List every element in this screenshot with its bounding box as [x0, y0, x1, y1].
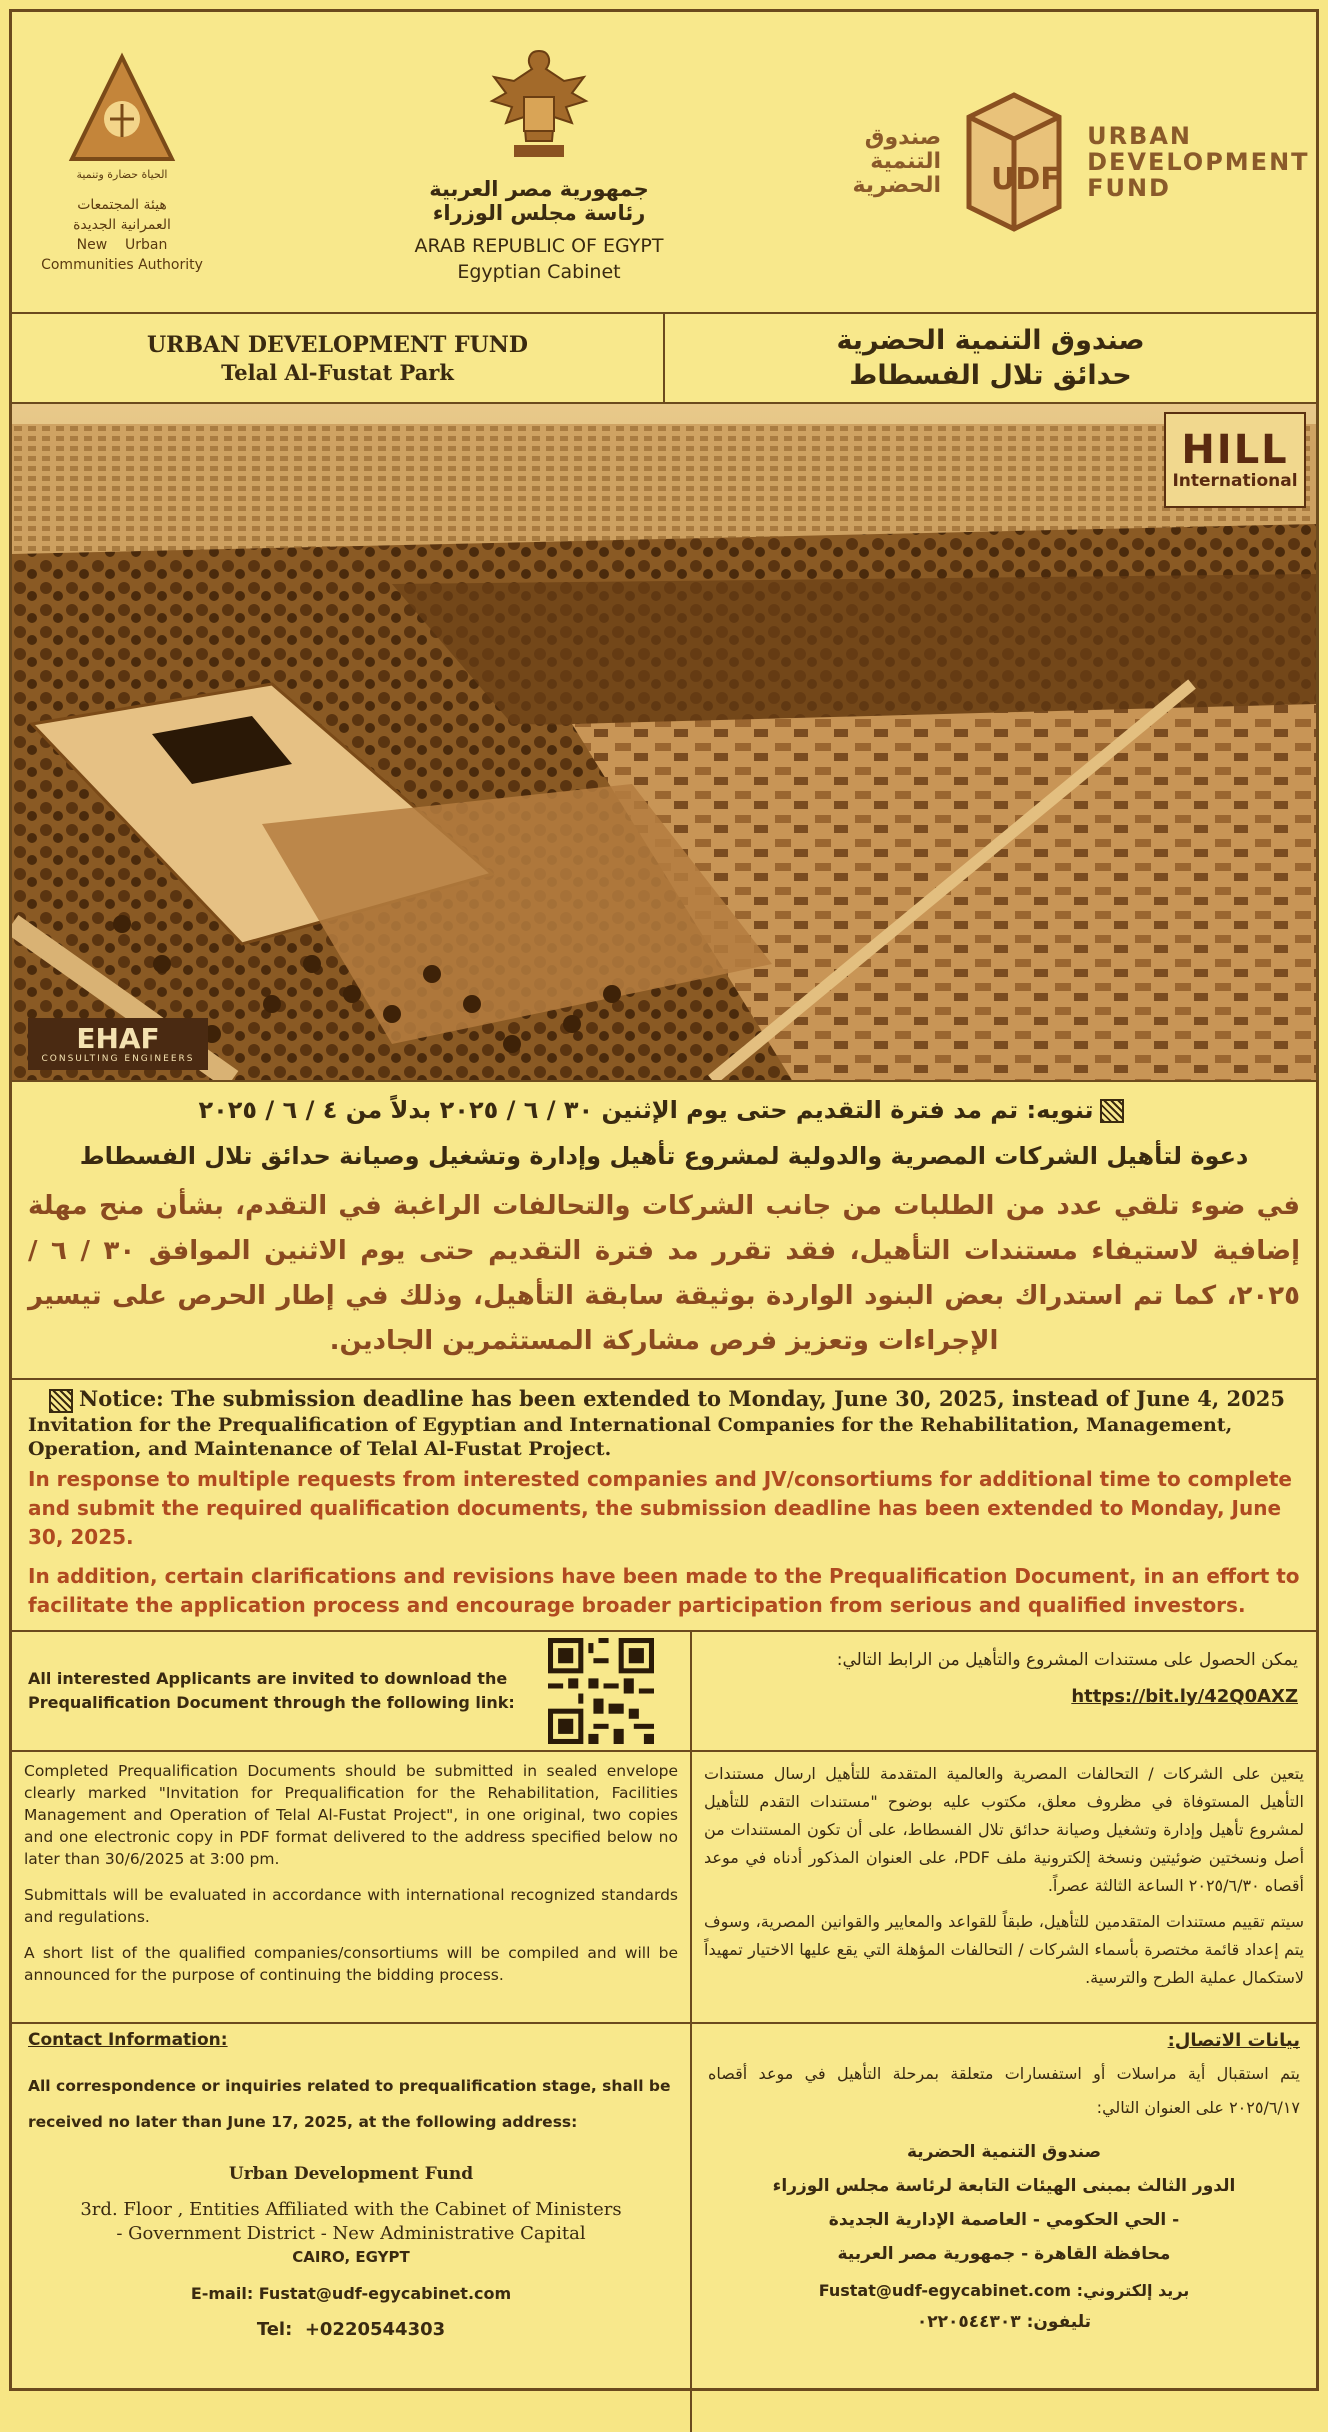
submission-row: [12, 1750, 1316, 2022]
download-en: [12, 1632, 692, 1750]
notice-ar-headline-row: [28, 1096, 1300, 1124]
egypt-emblem-block: [232, 12, 846, 312]
contact-ar-addr1: الدور الثالث بمبنى الهيئات التابعة لرئاسة مجلس الوزراء: [772, 2175, 1236, 2196]
notice-en-headline-row: [28, 1386, 1300, 1413]
notice-en: [12, 1378, 1316, 1630]
notice-ar: [12, 1082, 1316, 1364]
contact-en-tel: Tel: +0220544303: [256, 2318, 446, 2340]
udf-logo-ar: [852, 126, 941, 198]
contact-en: [12, 2024, 692, 2432]
contact-en-email[interactable]: E-mail: Fustat@udf-egycabinet.com: [190, 2283, 512, 2303]
advertisement-page: [9, 9, 1319, 2391]
header: [12, 12, 1316, 314]
contact-ar-body: يتم استقبال أية مراسلات أو استفسارات متعلقة بمرحلة التأهيل في موعد أقصاه ٢٠٢٥/٦/١٧ على العنوان التالي:: [708, 2063, 1300, 2117]
hill-international-logo: [1164, 412, 1306, 508]
hatched-box-icon: [49, 1389, 73, 1413]
nuca-logo-block: [12, 12, 232, 312]
udf-logo-ar-2: التنمية: [870, 149, 942, 174]
cabinet-name-en: Egyptian Cabinet: [457, 261, 621, 283]
contact-ar-heading: بيانات الاتصال:: [1167, 2029, 1300, 2051]
udf-logo-en: [1087, 123, 1309, 201]
nuca-name-en-1: New Urban: [76, 237, 168, 253]
hill-logo-sub: International: [1172, 471, 1298, 491]
eagle-emblem-icon: [484, 41, 594, 171]
notice-en-headline: Notice: The submission deadline has been extended to Monday, June 30, 2025, instead of June 4, 2025: [79, 1386, 1285, 1411]
udf-logo-block: [846, 12, 1316, 312]
contact-ar-email-row: [708, 2281, 1300, 2300]
contact-en-city: CAIRO, EGYPT: [292, 2247, 410, 2266]
notice-en-title: Invitation for the Prequalification of Egyptian and International Companies for the Rehabilitation, Management, Operation, and Maintenance of Telal Al-Fustat Project.: [28, 1413, 1233, 1460]
udf-logo-en-3: FUND: [1087, 174, 1171, 202]
title-ar: [665, 314, 1316, 402]
submission-ar-para2: سيتم تقييم مستندات المتقدمين للتأهيل، طبقاً للقواعد والمعايير والقوانين المصرية، وسوف يتم إعداد قائمة مختصرة بأسماء الشركات / التحالفات المؤهلة التي يقع عليها الاختيار تمهيداً لاستكمال عملية الطرح والترسية.: [704, 1911, 1304, 1987]
hill-logo-word: HILL: [1181, 427, 1289, 473]
contact-ar-tel: تليفون: ٠٢٢٠٥٤٤٣٠٣: [916, 2311, 1092, 2332]
udf-cube-icon: [959, 87, 1069, 237]
notice-en-para1: In response to multiple requests from interested companies and JV/consortiums for additional time to complete and submit the required qualification documents, the submission deadline has been extended to Monday, June 30, 2025.: [28, 1466, 1292, 1549]
submission-ar: [692, 1752, 1316, 2022]
title-ar-sub: حدائق تلال الفسطاط: [849, 360, 1132, 391]
udf-logo: [852, 87, 1309, 237]
contact-row: [12, 2022, 1316, 2432]
download-ar-text: يمكن الحصول على مستندات المشروع والتأهيل من الرابط التالي:: [836, 1649, 1298, 1670]
ehaf-logo-word: EHAF: [76, 1022, 160, 1055]
contact-ar-address: [708, 2135, 1300, 2271]
hatched-box-icon: [1100, 1099, 1124, 1123]
contact-en-heading: Contact Information:: [28, 2029, 228, 2050]
title-en-main: URBAN DEVELOPMENT FUND: [146, 331, 528, 358]
title-en-sub: Telal Al-Fustat Park: [221, 359, 454, 385]
contact-en-address: [28, 2164, 674, 2340]
submission-en-para2: Submittals will be evaluated in accordance with international recognized standards and regulations.: [24, 1885, 678, 1926]
nuca-logo-caption: الحياة حضارة وتنمية: [76, 168, 168, 181]
park-aerial-render: [12, 404, 1316, 1082]
contact-ar-addr2: - الحي الحكومي - العاصمة الإدارية الجديدة: [828, 2209, 1180, 2230]
contact-en-body: All correspondence or inquiries related to prequalification stage, shall be received no later than June 17, 2025, at the following address:: [28, 2076, 671, 2131]
contact-en-addr1: 3rd. Floor , Entities Affiliated with the Cabinet of Ministers: [80, 2198, 622, 2220]
notice-en-para2: In addition, certain clarifications and revisions have been made to the Prequalification Document, in an effort to facilitate the application process and encourage broader participation from serious and qualified investors.: [28, 1563, 1300, 1617]
contact-en-addr2: - Government District - New Administrative Capital: [116, 2222, 586, 2244]
download-en-text: All interested Applicants are invited to download the Prequalification Document through the following link:: [28, 1668, 515, 1712]
title-bar: [12, 314, 1316, 404]
qr-code-icon[interactable]: [548, 1638, 654, 1744]
ehaf-logo: [28, 1018, 208, 1070]
nuca-name-ar-1: هيئة المجتمعات: [77, 197, 167, 213]
contact-en-org: Urban Development Fund: [228, 2163, 474, 2184]
contact-ar-org: صندوق التنمية الحضرية: [906, 2141, 1101, 2162]
udf-logo-en-1: URBAN: [1087, 122, 1192, 150]
nuca-name-ar-2: العمرانية الجديدة: [73, 217, 171, 233]
contact-ar-email-label: بريد إلكتروني:: [1076, 2280, 1190, 2300]
contact-ar-addr3: محافظة القاهرة - جمهورية مصر العربية: [837, 2243, 1171, 2264]
submission-en-para3: A short list of the qualified companies/consortiums will be compiled and will be announced for the purpose of continuing the bidding process.: [24, 1943, 678, 1984]
submission-ar-para1: يتعين على الشركات / التحالفات المصرية والعالمية المتقدمة للتأهيل ارسال مستندات التأهيل المستوفاة في مظروف معلق، مكتوب عليه بوضوح "مستندات التقدم للتأهيل لمشروع تأهيل وإدارة وتشغيل وصيانة حدائق تلال الفسطاط، على أن تكون المستندات من أصل ونسختين ضوئيتين ونسخة إلكترونية ملف PDF، على العنوان المذكور أدناه في موعد أقصاه ٢٠٢٥/٦/٣٠ الساعة الثالثة عصراً.: [704, 1763, 1305, 1895]
notice-ar-headline: تنويه: تم مد فترة التقديم حتى يوم الإثنين ٣٠ / ٦ / ٢٠٢٥ بدلاً من ٤ / ٦ / ٢٠٢٥: [198, 1096, 1094, 1124]
udf-cube-mark: UDF: [991, 162, 1061, 197]
udf-logo-ar-1: صندوق: [864, 125, 942, 150]
title-ar-main: صندوق التنمية الحضرية: [836, 325, 1145, 356]
submission-en: [12, 1752, 692, 2022]
aerial-photo-image: [12, 404, 1316, 1080]
ehaf-logo-sub: CONSULTING ENGINEERS: [41, 1054, 195, 1064]
cabinet-name-ar: رئاسة مجلس الوزراء: [432, 201, 646, 225]
notice-ar-body: في ضوء تلقي عدد من الطلبات من جانب الشركات والتحالفات الراغبة في التقدم، بشأن منح مهلة إضافية لاستيفاء مستندات التأهيل، فقد تقرر مد فترة التقديم حتى يوم الاثنين الموافق ٣٠ / ٦ / ٢٠٢٥، كما تم استدراك بعض البنود الواردة بوثيقة سابقة التأهيل، وذلك في إطار الحرص على تيسير الإجراءات وتعزيز فرص مشاركة المستثمرين الجادين.: [28, 1191, 1300, 1356]
nuca-name-en-2: Communities Authority: [41, 257, 203, 273]
notice-ar-title: دعوة لتأهيل الشركات المصرية والدولية لمشروع تأهيل وإدارة وتشغيل وصيانة حدائق تلال الفسطاط: [79, 1142, 1249, 1170]
download-link[interactable]: https://bit.ly/42Q0AXZ: [1071, 1685, 1298, 1707]
title-en: [12, 314, 665, 402]
download-ar: [692, 1632, 1316, 1750]
egypt-name-en: ARAB REPUBLIC OF EGYPT: [414, 235, 664, 257]
contact-ar: [692, 2024, 1316, 2432]
udf-logo-ar-3: الحضرية: [852, 173, 942, 198]
contact-ar-email[interactable]: Fustat@udf-egycabinet.com: [818, 2280, 1072, 2300]
udf-logo-en-2: DEVELOPMENT: [1087, 148, 1310, 176]
submission-en-para1: Completed Prequalification Documents should be submitted in sealed envelope clearly marked "Invitation for Prequalification for the Rehabilitation, Facilities Management and Operation of Telal Al-Fustat Project", in one original, two copies and one electronic copy in PDF format delivered to the address specified below no later than 30/6/2025 at 3:00 pm.: [24, 1761, 678, 1868]
download-row: [12, 1630, 1316, 1750]
egypt-name-ar: جمهورية مصر العربية: [429, 177, 649, 201]
